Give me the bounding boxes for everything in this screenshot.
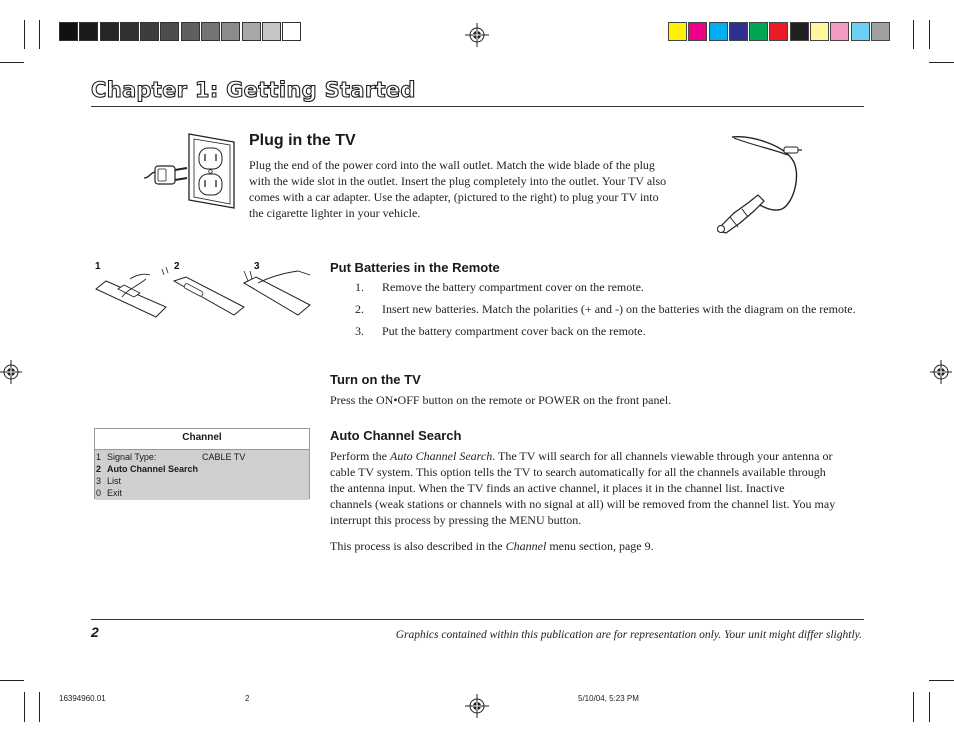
menu-item-number: 1	[96, 452, 102, 462]
channel-menu-screen	[94, 428, 310, 499]
color-swatch	[709, 22, 728, 41]
auto-search-text: . The TV will search for all channels viewable through your antenna or	[492, 449, 833, 463]
list-item	[355, 279, 865, 295]
menu-item-number: 3	[96, 476, 102, 486]
auto-search-emphasis: Auto Channel Search	[389, 449, 493, 463]
reference-text: menu section, page 9.	[546, 539, 654, 553]
auto-search-text: Perform the	[330, 449, 390, 463]
menu-item-number: 2	[96, 464, 102, 474]
auto-search-line: the antenna input. When the TV finds an active channel, it places it in the channel list. Inactive	[330, 481, 785, 495]
footer-disclaimer: Graphics contained within this publication are for representation only. Your unit might differ slightly.	[395, 629, 862, 641]
reference-text: This process is also described in the	[330, 539, 506, 553]
plug-heading: Plug in the TV	[249, 132, 356, 149]
step-number: 2.	[355, 302, 364, 316]
menu-item-label: Auto Channel Search	[107, 464, 199, 474]
process-color-bar	[668, 22, 891, 41]
color-swatch	[749, 22, 768, 41]
menu-item-number: 0	[96, 488, 102, 498]
chapter-title: Chapter 1: Getting Started	[91, 78, 416, 102]
figure-step-label: 1	[95, 261, 101, 272]
plug-line: comes with a car adapter. Use the adapter, (pictured to the right) to plug your TV into	[249, 190, 659, 204]
slug-doc-id: 16394960.01	[59, 694, 106, 703]
plug-line: Plug the end of the power cord into the wall outlet. Match the wide blade of the plug	[249, 158, 655, 172]
list-item	[355, 301, 865, 317]
step-number: 1.	[355, 280, 364, 294]
step-text: Remove the battery compartment cover on the remote.	[382, 280, 644, 294]
step-text: Insert new batteries. Match the polarities (+ and -) on the batteries with the diagram on the remote.	[382, 302, 856, 316]
figure-step-label: 3	[254, 261, 260, 272]
page-number: 2	[91, 624, 99, 640]
menu-item-value: CABLE TV	[202, 452, 246, 462]
batteries-heading: Put Batteries in the Remote	[330, 260, 500, 275]
menu-item-label: Exit	[107, 488, 123, 498]
grayscale-color-bar	[59, 22, 303, 41]
color-swatch	[282, 22, 301, 41]
channel-menu-items	[95, 450, 309, 500]
color-swatch	[242, 22, 261, 41]
color-swatch	[851, 22, 870, 41]
color-swatch	[100, 22, 119, 41]
battery-steps-illustration	[94, 259, 312, 331]
color-swatch	[221, 22, 240, 41]
color-swatch	[790, 22, 809, 41]
color-swatch	[120, 22, 139, 41]
reference-emphasis: Channel	[505, 539, 547, 553]
step-text: Put the battery compartment cover back on the remote.	[382, 324, 646, 338]
color-swatch	[262, 22, 281, 41]
car-adapter-illustration	[712, 133, 802, 235]
menu-item-exit	[95, 487, 309, 499]
turn-on-text: Press the ON•OFF button on the remote or POWER on the front panel.	[330, 393, 672, 407]
footer-rule	[91, 619, 864, 620]
turn-on-heading: Turn on the TV	[330, 372, 421, 387]
color-swatch	[160, 22, 179, 41]
step-number: 3.	[355, 324, 364, 338]
battery-steps-list	[355, 279, 865, 345]
color-swatch	[810, 22, 829, 41]
menu-item-list	[95, 475, 309, 487]
color-swatch	[59, 22, 78, 41]
auto-search-heading: Auto Channel Search	[330, 428, 462, 443]
auto-search-reference	[330, 538, 870, 554]
slug-timestamp: 5/10/04, 5:23 PM	[578, 694, 639, 703]
plug-line: with the wide slot in the outlet. Insert the plug completely into the outlet. Your TV also	[249, 174, 667, 188]
registration-mark-icon	[930, 360, 952, 384]
registration-mark-icon	[465, 694, 489, 718]
color-swatch	[201, 22, 220, 41]
color-swatch	[729, 22, 748, 41]
color-swatch	[668, 22, 687, 41]
color-swatch	[871, 22, 890, 41]
header-rule	[91, 106, 864, 107]
channel-menu-title: Channel	[95, 429, 309, 450]
slug-page: 2	[245, 694, 250, 703]
color-swatch	[769, 22, 788, 41]
auto-search-paragraph	[330, 448, 870, 528]
menu-item-auto-channel-search	[95, 463, 309, 475]
menu-item-signal-type	[95, 451, 309, 463]
list-item	[355, 323, 865, 339]
color-swatch	[140, 22, 159, 41]
color-swatch	[688, 22, 707, 41]
figure-step-label: 2	[174, 261, 180, 272]
registration-mark-icon	[465, 23, 489, 47]
menu-item-label: List	[107, 476, 122, 486]
color-swatch	[79, 22, 98, 41]
auto-search-line: interrupt this process by pressing the MENU button.	[330, 513, 582, 527]
auto-search-line: channels (weak stations or channels with no signal at all) will be removed from the channel list. You may	[330, 497, 836, 511]
auto-search-line: cable TV system. This option tells the TV to search automatically for all the channels available through	[330, 465, 826, 479]
plug-paragraph	[249, 157, 709, 221]
plug-line: the cigarette lighter in your vehicle.	[249, 206, 421, 220]
color-swatch	[181, 22, 200, 41]
color-swatch	[830, 22, 849, 41]
wall-outlet-plug-illustration	[142, 132, 238, 210]
menu-item-label: Signal Type:	[107, 452, 157, 462]
registration-mark-icon	[0, 360, 22, 384]
